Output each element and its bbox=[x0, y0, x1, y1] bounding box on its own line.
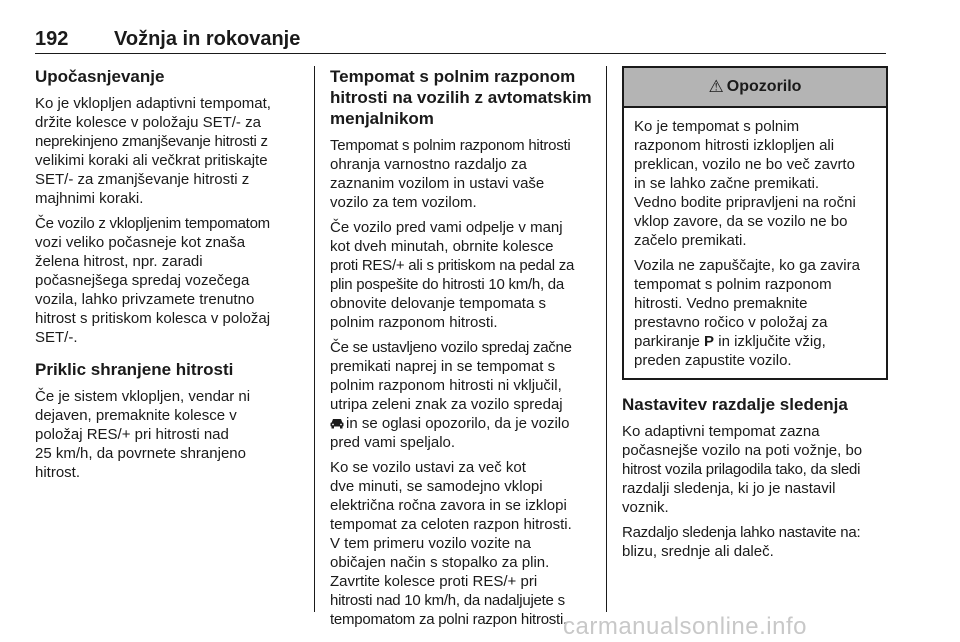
column-2 bbox=[330, 66, 595, 635]
text-line-with-bold bbox=[634, 332, 876, 351]
section-title-following-distance: Nastavitev razdalje sledenja bbox=[622, 395, 848, 414]
text-line: pred vami speljalo. bbox=[330, 434, 456, 451]
page-header bbox=[35, 28, 885, 52]
text-line: hitrosti nad 10 km/h, da nadaljujete s bbox=[330, 592, 565, 609]
paragraph bbox=[330, 218, 595, 332]
text-line: hitrost vozila prilagodila tako, da sledi bbox=[622, 461, 861, 478]
text-line: proti RES/+ ali s pritiskom na pedal za bbox=[330, 257, 575, 274]
paragraph bbox=[622, 523, 888, 561]
text-span: parkiranje bbox=[634, 333, 705, 350]
text-line: tempomat za celoten razpon hitrosti. bbox=[330, 516, 572, 533]
text-line: V tem primeru vozilo vozite na bbox=[330, 535, 531, 552]
column-divider-1 bbox=[314, 66, 315, 612]
text-line: Ko se vozilo ustavi za več kot bbox=[330, 459, 526, 476]
text-line: dve minuti, se samodejno vklopi bbox=[330, 478, 543, 495]
column-3 bbox=[622, 66, 888, 567]
watermark: carmanualsonline.info bbox=[563, 613, 807, 640]
text-line: hitrosti. Vedno premaknite bbox=[634, 295, 808, 312]
text-line: obnovite delovanje tempomata s bbox=[330, 295, 546, 312]
text-line: kot dveh minutah, obrnite kolesce bbox=[330, 238, 554, 255]
text-line: polnim razponom hitrosti ni vključil, bbox=[330, 377, 562, 394]
text-line: električna ročna zavora in se izklopi bbox=[330, 497, 567, 514]
paragraph bbox=[35, 387, 297, 482]
text-line: počasnejše vozilo na poti vožnje, bo bbox=[622, 442, 863, 459]
header-rule bbox=[35, 53, 886, 54]
text-line: blizu, srednje ali daleč. bbox=[622, 543, 774, 560]
warning-icon: ⚠ bbox=[708, 77, 724, 96]
section-title-resume-speed: Priklic shranjene hitrosti bbox=[35, 360, 234, 379]
text-line: polnim razponom hitrosti. bbox=[330, 314, 498, 331]
section-title-full-speed-range bbox=[330, 66, 595, 129]
column-divider-2 bbox=[606, 66, 607, 612]
text-line: SET/-. bbox=[35, 329, 78, 346]
paragraph bbox=[634, 256, 876, 370]
text-line: ohranja varnostno razdaljo za bbox=[330, 156, 527, 173]
text-line: prestavno ročico v položaj za bbox=[634, 314, 828, 331]
text-line: začelo premikati. bbox=[634, 232, 747, 249]
warning-box bbox=[622, 66, 888, 380]
text-line: majhnimi koraki. bbox=[35, 190, 144, 207]
text-line: Vedno bodite pripravljeni na ročni bbox=[634, 194, 856, 211]
text-line: razdalji sledenja, ki jo je nastavil bbox=[622, 480, 836, 497]
text-line: hitrost. bbox=[35, 464, 81, 481]
paragraph bbox=[330, 458, 595, 629]
paragraph bbox=[622, 422, 888, 517]
text-line: zaznanim vozilom in ustavi vaše bbox=[330, 175, 545, 192]
text-line: Ko adaptivni tempomat zazna bbox=[622, 423, 820, 440]
warning-body bbox=[624, 108, 886, 378]
text-line: vklop zavore, da se vozilo ne bo bbox=[634, 213, 848, 230]
text-line: 25 km/h, da povrnete shranjeno bbox=[35, 445, 246, 462]
text-line: Vozila ne zapuščajte, ko ga zavira bbox=[634, 257, 860, 274]
text-line: želena hitrost, npr. zaradi bbox=[35, 253, 203, 270]
text-span: in se oglasi opozorilo, da je vozilo bbox=[346, 415, 570, 432]
text-line: počasnejšega spredaj vozečega bbox=[35, 272, 250, 289]
warning-title: Opozorilo bbox=[726, 78, 802, 95]
paragraph bbox=[35, 214, 297, 347]
paragraph bbox=[35, 94, 297, 208]
text-line: Ko je vklopljen adaptivni tempomat, bbox=[35, 95, 271, 112]
text-line: vozilo za tem vozilom. bbox=[330, 194, 477, 211]
text-span: in izključite vžig, bbox=[714, 333, 826, 350]
title-line: menjalnikom bbox=[330, 109, 434, 128]
text-line-with-icon bbox=[330, 414, 595, 433]
vehicle-ahead-icon bbox=[330, 417, 344, 429]
title-line: hitrosti na vozilih z avtomatskim bbox=[330, 88, 592, 107]
text-line: Če je sistem vklopljen, vendar ni bbox=[35, 388, 251, 405]
text-line: Če vozilo pred vami odpelje v manj bbox=[330, 219, 563, 236]
text-line: Če se ustavljeno vozilo spredaj začne bbox=[330, 339, 572, 356]
running-title: Vožnja in rokovanje bbox=[114, 28, 301, 50]
text-line: plin pospešite do hitrosti 10 km/h, da bbox=[330, 276, 564, 293]
text-line: preden zapustite vozilo. bbox=[634, 352, 792, 369]
text-line: SET/- za zmanjševanje hitrosti z bbox=[35, 171, 250, 188]
text-line: velikimi koraki ali večkrat pritiskajte bbox=[35, 152, 268, 169]
text-line: položaj RES/+ pri hitrosti nad bbox=[35, 426, 229, 443]
text-line: tempomat s polnim razponom bbox=[634, 276, 832, 293]
park-position-label: P bbox=[704, 333, 715, 350]
text-line: premikati naprej in se tempomat s bbox=[330, 358, 556, 375]
paragraph bbox=[634, 117, 876, 250]
warning-header bbox=[624, 68, 886, 108]
text-line: Če vozilo z vklopljenim tempomatom bbox=[35, 215, 270, 232]
text-line: in se lahko začne premikati. bbox=[634, 175, 820, 192]
text-line: Razdaljo sledenja lahko nastavite na: bbox=[622, 524, 861, 541]
text-line: preklican, vozilo ne bo več zavrto bbox=[634, 156, 855, 173]
paragraph bbox=[330, 338, 595, 452]
text-line: vozi veliko počasneje kot znaša bbox=[35, 234, 246, 251]
title-line: Tempomat s polnim razponom bbox=[330, 67, 576, 86]
text-line: držite kolesce v položaju SET/- za bbox=[35, 114, 261, 131]
text-line: Ko je tempomat s polnim bbox=[634, 118, 800, 135]
text-line: voznik. bbox=[622, 499, 669, 516]
text-line: razponom hitrosti izklopljen ali bbox=[634, 137, 835, 154]
text-line: dejaven, premaknite kolesce v bbox=[35, 407, 237, 424]
column-1 bbox=[35, 66, 297, 488]
page-number: 192 bbox=[35, 28, 69, 50]
text-line: Zavrtite kolesce proti RES/+ pri bbox=[330, 573, 538, 590]
text-line: utripa zeleni znak za vozilo spredaj bbox=[330, 396, 563, 413]
section-title-deceleration: Upočasnjevanje bbox=[35, 67, 165, 86]
text-line: hitrost s pritiskom kolesca v položaj bbox=[35, 310, 271, 327]
text-line: neprekinjeno zmanjševanje hitrosti z bbox=[35, 133, 268, 150]
text-line: običajen način s stopalko za plin. bbox=[330, 554, 550, 571]
text-line: Tempomat s polnim razponom hitrosti bbox=[330, 137, 571, 154]
paragraph bbox=[330, 136, 595, 212]
text-line: tempomatom za polni razpon hitrosti. bbox=[330, 611, 567, 628]
text-line: vozila, lahko privzamete trenutno bbox=[35, 291, 255, 308]
